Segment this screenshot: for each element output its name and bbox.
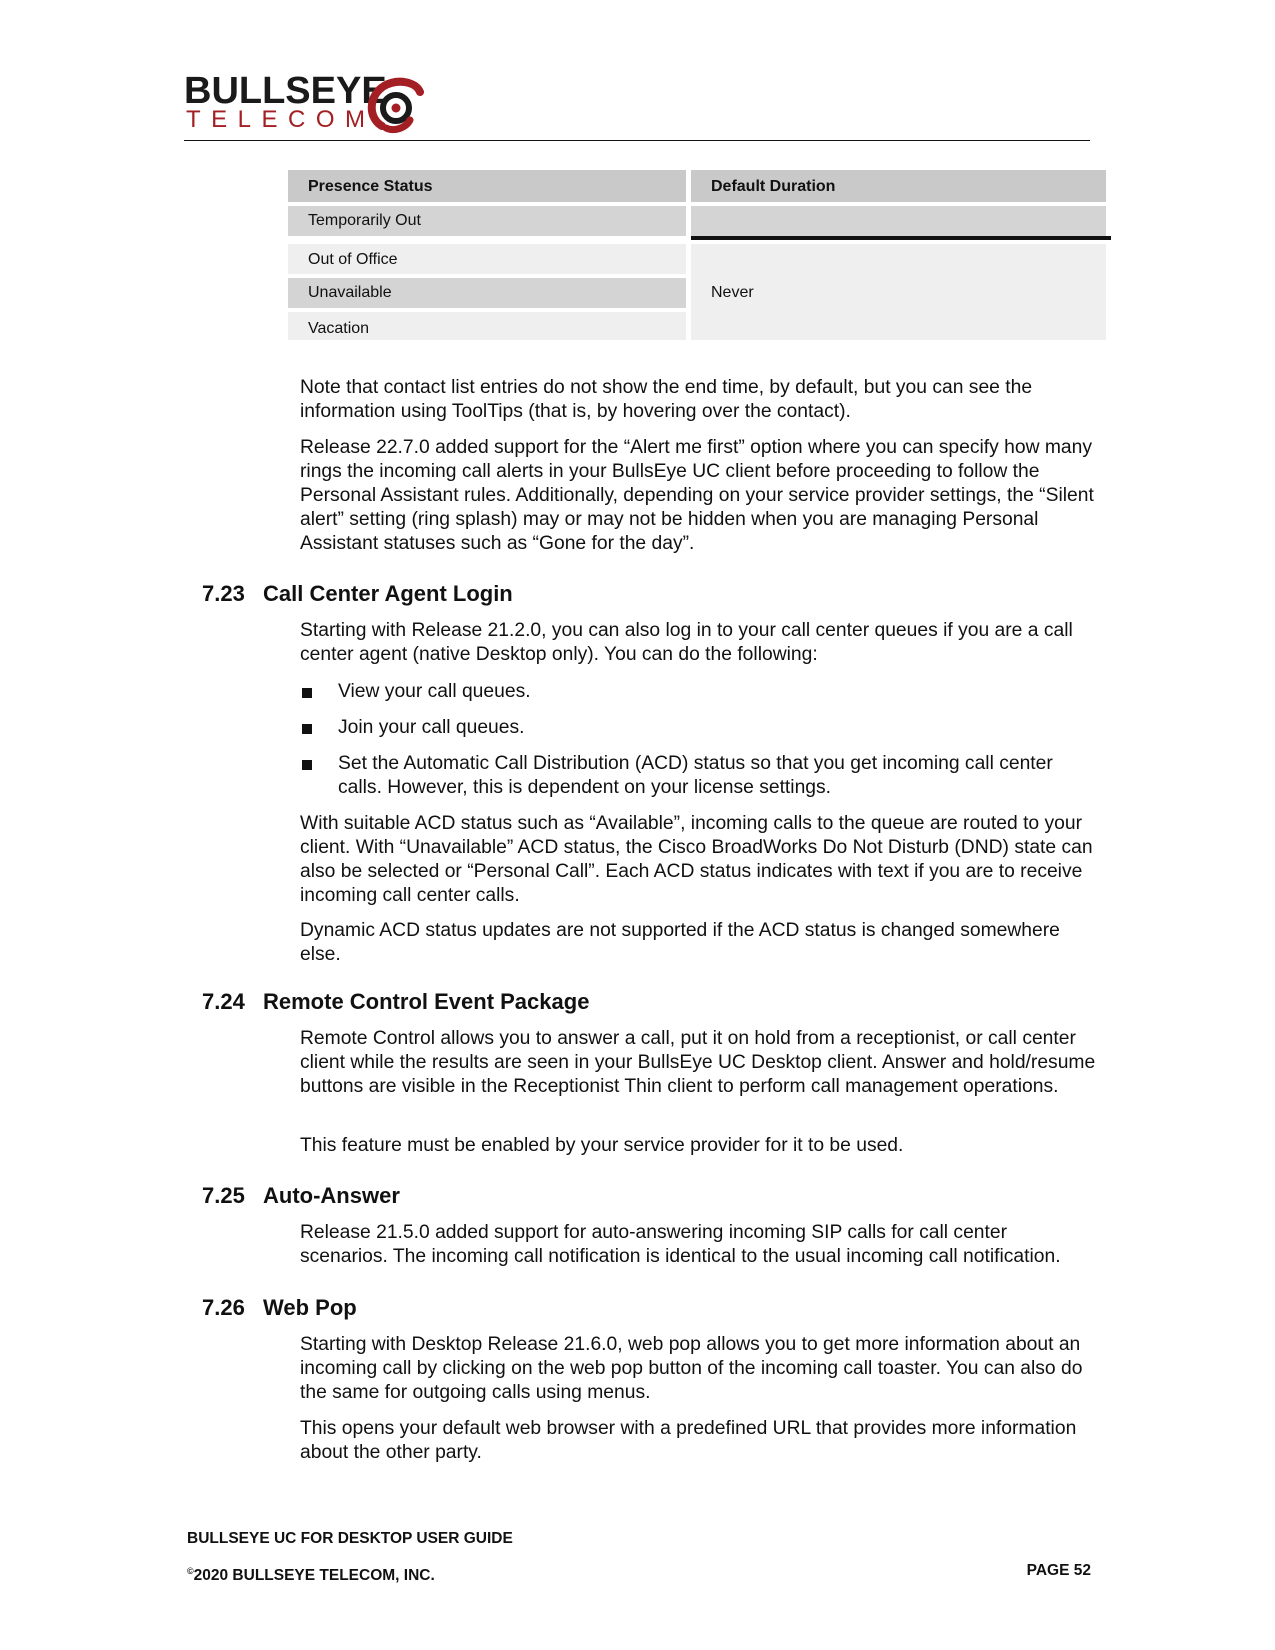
table-cell-never-duration: Never: [691, 244, 1106, 340]
acd-status-paragraph: With suitable ACD status such as “Available”, incoming calls to the queue are routed to your client. With “Unavailable” ACD status, the Cisco BroadWorks Do Not Disturb (DND) state can also be selected or “Personal Call”. Each ACD status indicates with text if you are to receive incoming call center calls.: [300, 813, 1093, 906]
section-title: Call Center Agent Login: [263, 581, 513, 606]
list-item-text: Join your call queues.: [338, 717, 525, 738]
section-number: 7.25: [202, 1183, 245, 1208]
logo-word1: BULLSEYE: [184, 70, 387, 112]
remote-control-paragraph: Remote Control allows you to answer a call, put it on hold from a receptionist, or call center client while the results are seen in your BullsEye UC Desktop client. Answer and hold/resume buttons are visible in the Receptionist Thin client to perform call management operations.: [300, 1028, 1096, 1097]
bullet-square-icon: [302, 760, 312, 770]
section-number: 7.23: [202, 581, 245, 606]
section-title: Auto-Answer: [263, 1183, 400, 1208]
footer-copyright-text: 2020 BULLSEYE TELECOM, INC.: [193, 1567, 435, 1585]
call-center-intro-paragraph: Starting with Release 21.2.0, you can also log in to your call center queues if you are a call center agent (native Desktop only). You can do the following:: [300, 620, 1073, 665]
table-thick-rule: [691, 236, 1111, 240]
bullseye-target-icon: [362, 74, 424, 134]
copyright-mark: ©: [187, 1566, 194, 1576]
browser-url-paragraph: This opens your default web browser with a predefined URL that provides more information about the other party.: [300, 1418, 1077, 1463]
dynamic-acd-paragraph: Dynamic ACD status updates are not supported if the ACD status is changed somewhere else.: [300, 920, 1060, 965]
table-row-out-of-office: Out of Office: [288, 244, 686, 274]
presence-duration-table: [288, 170, 1106, 340]
footer-copyright: [187, 1562, 435, 1585]
bullet-square-icon: [302, 688, 312, 698]
table-cell-temporarily-out-duration: [691, 206, 1106, 236]
table-row-vacation: Vacation: [288, 312, 686, 340]
table-header-default-duration: Default Duration: [691, 170, 1106, 202]
list-item-text: Set the Automatic Call Distribution (ACD) status so that you get incoming call center calls. However, this is dependent on your license settings.: [338, 753, 1053, 798]
table-row-temporarily-out: Temporarily Out: [288, 206, 686, 236]
logo-wordmark-top: [184, 72, 387, 110]
section-heading-7-24: [202, 989, 589, 1015]
section-number: 7.24: [202, 989, 245, 1014]
section-heading-7-25: [202, 1183, 400, 1209]
section-heading-7-23: [202, 581, 513, 607]
web-pop-paragraph: Starting with Desktop Release 21.6.0, web pop allows you to get more information about an incoming call by clicking on the web pop button of the incoming call toaster. You can also do the same for outgoing calls using menus.: [300, 1334, 1083, 1403]
section-title: Remote Control Event Package: [263, 989, 590, 1014]
table-header-presence-status: Presence Status: [288, 170, 686, 202]
bullet-square-icon: [302, 724, 312, 734]
footer-guide-title: BULLSEYE UC FOR DESKTOP USER GUIDE: [187, 1530, 513, 1547]
section-title: Web Pop: [263, 1295, 357, 1320]
page-number: PAGE 52: [1026, 1562, 1091, 1579]
list-item-text: View your call queues.: [338, 681, 531, 702]
auto-answer-paragraph: Release 21.5.0 added support for auto-answering incoming SIP calls for call center scenarios. The incoming call notification is identical to the usual incoming call notification.: [300, 1222, 1061, 1267]
section-heading-7-26: [202, 1295, 357, 1321]
header-divider: [184, 140, 1090, 141]
note-tooltips-paragraph: Note that contact list entries do not show the end time, by default, but you can see the information using ToolTips (that is, by hovering over the contact).: [300, 377, 1033, 422]
service-provider-paragraph: This feature must be enabled by your service provider for it to be used.: [300, 1135, 904, 1156]
table-row-unavailable: Unavailable: [288, 278, 686, 308]
alert-me-first-paragraph: Release 22.7.0 added support for the “Alert me first” option where you can specify how many rings the incoming call alerts in your BullsEye UC client before proceeding to follow the Personal Assistant rules. Additionally, depending on your service provider settings, the “Silent alert” setting (ring splash) may or may not be hidden when you are managing Personal Assistant statuses such as “Gone for the day”.: [300, 437, 1094, 554]
logo-word2: TELECOM: [186, 106, 376, 133]
bullseye-telecom-logo: [184, 72, 434, 134]
section-number: 7.26: [202, 1295, 245, 1320]
